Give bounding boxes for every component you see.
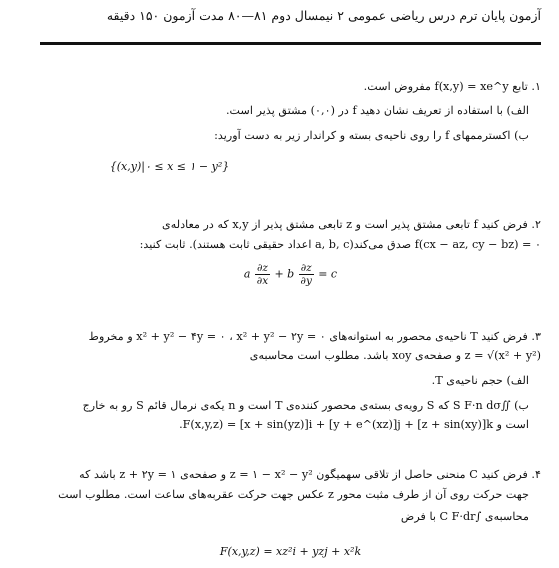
q2-frac-dz-dy [299,262,314,287]
q3-part-a: الف) حجم ناحیه‌ی T. [431,374,529,387]
q2-equation [40,262,541,287]
q2-line-1: ۲. فرض کنید f تابعی مشتق پذیر است و z تابعی مشتق پذیر از x,y که در معادله‌ی [162,218,541,231]
q4-line-3: محاسبه‌ی ∫C F·dr با فرض [400,510,529,523]
q2-frac-dz-dx [255,262,270,287]
q3-line-2: z = √(x² + y²) و صفحه‌ی xoy باشد. مطلوب است محاسبه‌ی [249,349,541,362]
q2-frac2-den: ∂y [300,275,312,287]
q3-part-b-1: ب) ∬S F·n dσ که S رویه‌ی بسته‌ی محصور کننده‌ی T است و n یکه‌ی نرمال قائم S رو به خارج [82,399,529,412]
q2-eq-plus-b: + b [274,267,295,281]
q2-frac1-num: ∂z [256,262,268,274]
q1-region-set: {(x,y)|۰ ≤ x ≤ ۱ − y²} [109,160,230,173]
q3-part-b-2: است و F(x,y,z) = [x + sin(yz)]i + [y + e^(xz)]j + [z + sin(xy)]k. [179,418,529,431]
q4-line-1: ۴. فرض کنید C منحنی حاصل از تلاقی سهمیگون z = ۱ − x² − y² و صفحه‌ی z + ۲y = ۱ باشد که [79,468,541,481]
q4-line-2: جهت حرکت روی آن از طرف مثبت محور z عکس جهت حرکت عقربه‌های ساعت است. مطلوب است [58,488,529,501]
q2-eq-a: a [243,267,251,281]
q2-eq-rhs: = c [318,267,338,281]
q1-stem: ۱. تابع f(x,y) = xe^y مفروض است. [363,80,541,93]
q1-part-a: الف) با استفاده از تعریف نشان دهید f در (۰,۰) مشتق پذیر است. [225,104,529,117]
exam-header: آزمون پایان ترم درس ریاضی عمومی ۲ نیمسال دوم ۸۱—۸۰ مدت آزمون ۱۵۰ دقیقه [106,8,541,23]
q3-line-1: ۳. فرض کنید T ناحیه‌ی محصور به استوانه‌های x² + y² − ۴y = ۰ ، x² + y² − ۲y = ۰ و مخروط [88,330,541,343]
header-rule [40,42,541,45]
q4-vector-field: F(x,y,z) = xz²i + yzj + x²k [219,545,362,558]
q2-line-2: f(cx − az, cy − bz) = ۰ صدق می‌کند(a, b, c اعداد حقیقی ثابت هستند). ثابت کنید: [139,238,541,251]
q2-frac2-num: ∂z [300,262,312,274]
q2-frac1-den: ∂x [256,275,269,287]
q1-part-b: ب) اکسترممهای f را روی ناحیه‌ی بسته و کراندار زیر به دست آورید: [214,129,529,142]
